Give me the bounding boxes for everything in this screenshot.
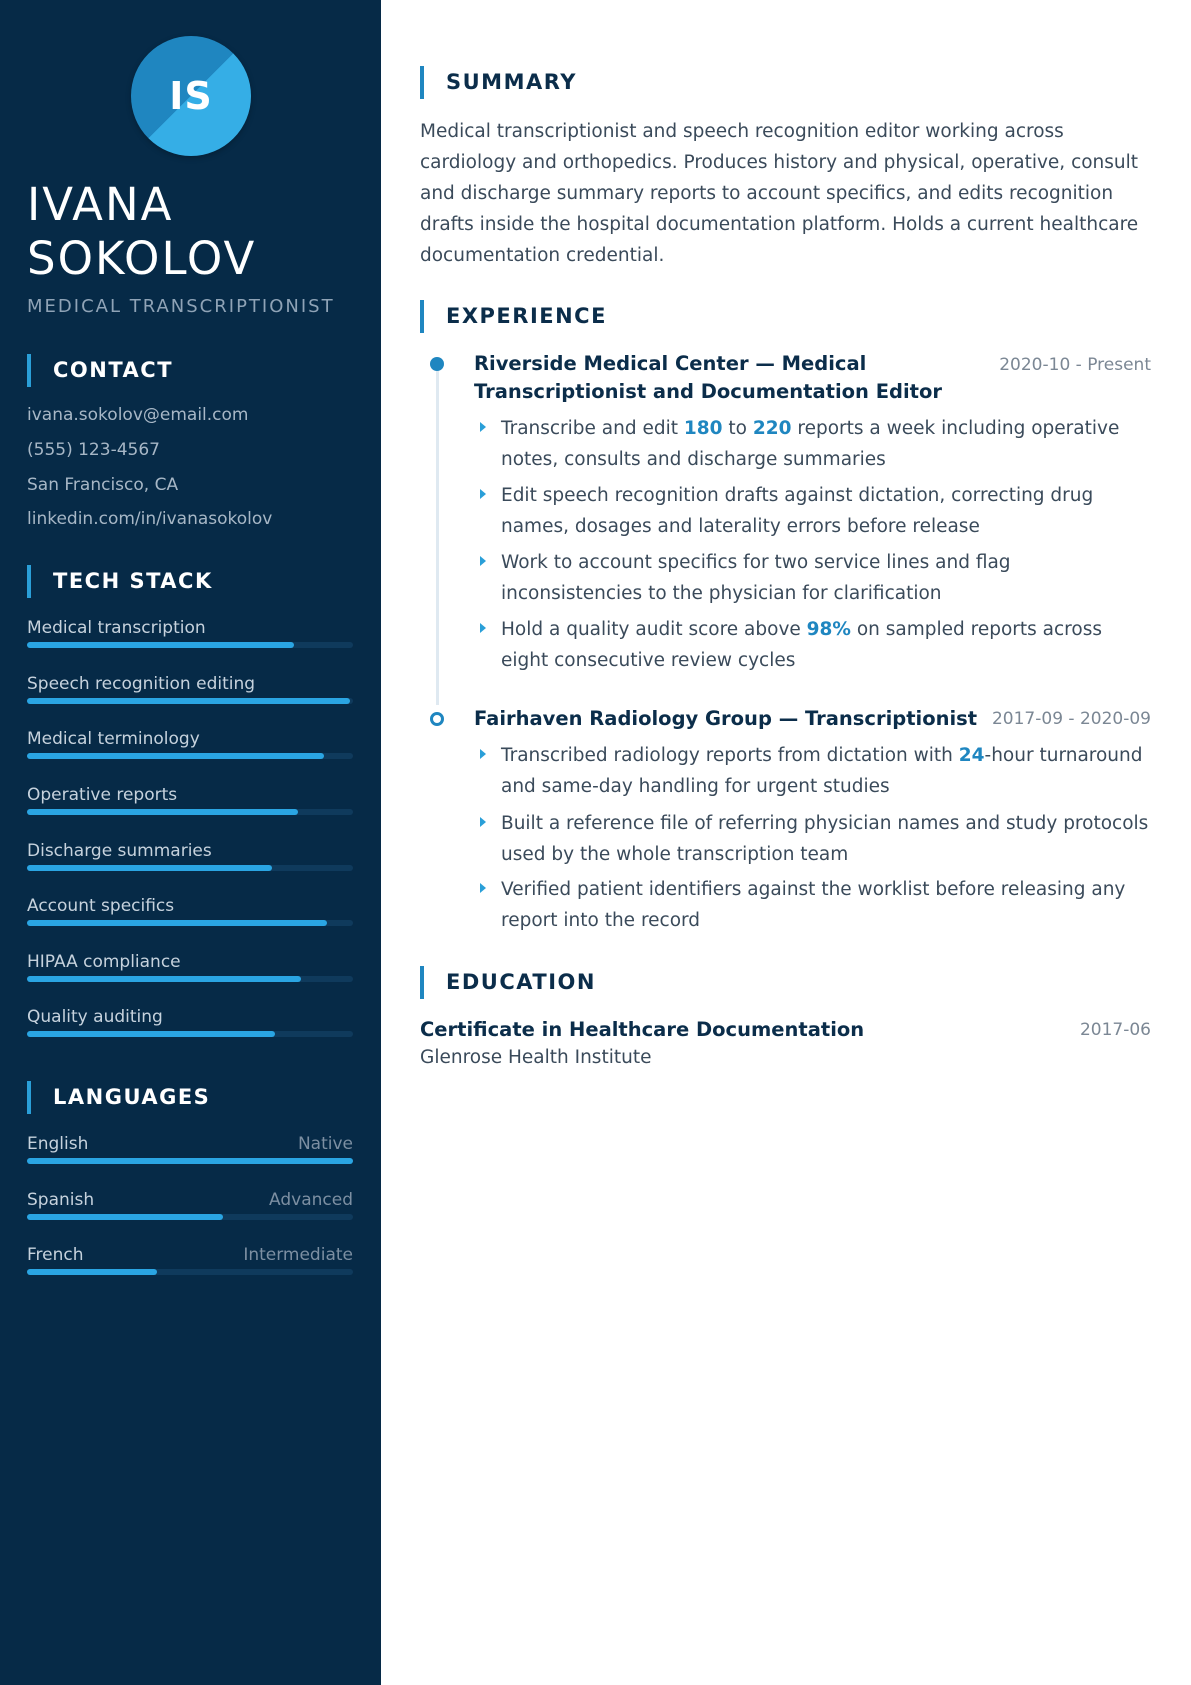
language-proficiency: Intermediate <box>243 1245 353 1265</box>
name-last: SOKOLOV <box>27 232 257 285</box>
candidate-name <box>27 178 367 286</box>
bullet-text-part: Work to account specifics for two service lines and flag inconsistencies to the physician for clarification <box>501 552 1011 604</box>
bullet-text <box>501 480 1150 542</box>
bullet-text-part: reports a week including operative notes, consults and discharge summaries <box>501 418 1120 470</box>
candidate-role: MEDICAL TRANSCRIPTIONIST <box>27 296 335 317</box>
language-bar-fill <box>27 1214 223 1220</box>
bullet-text-part: Transcribed radiology reports from dictation with <box>501 745 959 766</box>
contact-phone[interactable]: (555) 123-4567 <box>27 440 160 460</box>
languages-heading: LANGUAGES <box>27 1081 357 1114</box>
bullet-text-part: to <box>722 418 753 439</box>
skill-label: Medical transcription <box>27 618 206 638</box>
skill-bar-track <box>27 920 353 926</box>
bullet-arrow-icon <box>480 883 486 893</box>
job-bullet <box>480 413 1150 475</box>
bullet-text <box>501 874 1150 936</box>
skill-label: Account specifics <box>27 896 175 916</box>
highlight-metric: 180 <box>683 418 723 439</box>
skill-label: Speech recognition editing <box>27 674 256 694</box>
bullet-arrow-icon <box>480 623 486 633</box>
skill-item <box>27 840 353 862</box>
language-bar-fill <box>27 1158 353 1164</box>
skill-item <box>27 784 353 806</box>
education-degree: Certificate in Healthcare Documentation <box>420 1018 865 1041</box>
contact-linkedin[interactable]: linkedin.com/in/ivanasokolov <box>27 509 273 529</box>
education-school: Glenrose Health Institute <box>420 1047 652 1068</box>
job-bullet <box>480 547 1150 609</box>
skill-bar-track <box>27 865 353 871</box>
skill-label: Quality auditing <box>27 1007 163 1027</box>
skill-bar-track <box>27 753 353 759</box>
skill-bar-fill <box>27 976 301 982</box>
skill-label: Medical terminology <box>27 729 200 749</box>
skill-bar-fill <box>27 809 298 815</box>
bullet-text-part: Transcribe and edit <box>501 418 684 439</box>
skill-bar-track <box>27 1031 353 1037</box>
job-title-line: Riverside Medical Center — Medical <box>474 352 867 375</box>
education-date: 2017-06 <box>1079 1020 1151 1040</box>
avatar <box>131 36 251 156</box>
skill-bar-track <box>27 698 353 704</box>
skill-item <box>27 895 353 917</box>
bullet-text-part: -hour turnaround and same-day handling for urgent studies <box>501 745 1143 797</box>
avatar-initials: IS <box>169 74 213 118</box>
highlight-metric: 220 <box>752 418 792 439</box>
language-bar-track <box>27 1158 353 1164</box>
summary-text: Medical transcriptionist and speech recognition editor working across cardiology and orthopedics. Produces history and physical, operative, consult and discharge summary reports to account specifics, and edits recognition drafts inside the hospital documentation platform. Holds a current healthcare documentation credential. <box>420 121 1139 266</box>
skill-bar-track <box>27 976 353 982</box>
skill-bar-fill <box>27 753 324 759</box>
contact-location: San Francisco, CA <box>27 475 179 495</box>
summary-heading: SUMMARY <box>420 66 1120 99</box>
bullet-arrow-icon <box>480 749 486 759</box>
job-bullet <box>480 740 1150 802</box>
bullet-text-part: Built a reference file of referring physician names and study protocols used by the whole transcription team <box>501 813 1149 865</box>
language-item <box>27 1244 353 1266</box>
skill-bar-fill <box>27 642 294 648</box>
bullet-text-part: on sampled reports across eight consecutive review cycles <box>501 619 1102 671</box>
education-heading: EDUCATION <box>420 966 1120 999</box>
job-bullet <box>480 480 1150 542</box>
bullet-arrow-icon <box>480 817 486 827</box>
bullet-text-part: Edit speech recognition drafts against dictation, correcting drug names, dosages and laterality errors before release <box>501 485 1094 537</box>
bullet-text-part: Verified patient identifiers against the worklist before releasing any report into the record <box>501 879 1126 931</box>
skill-label: HIPAA compliance <box>27 952 181 972</box>
skill-bar-track <box>27 809 353 815</box>
language-proficiency: Native <box>297 1134 353 1154</box>
skill-item <box>27 1006 353 1028</box>
job-date: 2020-10 - Present <box>999 355 1151 375</box>
timeline-dot-past <box>430 712 444 726</box>
sidebar <box>0 0 381 1685</box>
job-title <box>474 705 977 733</box>
language-bar-fill <box>27 1269 157 1275</box>
bullet-text-part: Hold a quality audit score above <box>501 619 807 640</box>
language-proficiency: Advanced <box>269 1190 353 1210</box>
job-title <box>474 350 942 406</box>
skill-label: Discharge summaries <box>27 841 212 861</box>
skill-item <box>27 673 353 695</box>
bullet-text <box>501 547 1150 609</box>
skill-bar-fill <box>27 1031 275 1037</box>
bullet-text <box>501 614 1150 676</box>
language-label: French <box>27 1245 84 1265</box>
skill-bar-fill <box>27 698 350 704</box>
language-bar-track <box>27 1214 353 1220</box>
bullet-text <box>501 808 1150 870</box>
job-bullet <box>480 874 1150 936</box>
language-label: English <box>27 1134 89 1154</box>
bullet-arrow-icon <box>480 489 486 499</box>
experience-heading: EXPERIENCE <box>420 300 1120 333</box>
language-bar-track <box>27 1269 353 1275</box>
language-item <box>27 1189 353 1211</box>
contact-heading: CONTACT <box>27 354 357 387</box>
name-first: IVANA <box>27 178 174 231</box>
skill-bar-fill <box>27 865 272 871</box>
skill-item <box>27 728 353 750</box>
bullet-text <box>501 413 1150 475</box>
skill-item <box>27 617 353 639</box>
bullet-arrow-icon <box>480 556 486 566</box>
tech-stack-heading: TECH STACK <box>27 565 357 598</box>
skill-bar-fill <box>27 920 327 926</box>
job-bullet <box>480 808 1150 870</box>
highlight-metric: 98% <box>806 619 851 640</box>
highlight-metric: 24 <box>958 745 985 766</box>
bullet-text <box>501 740 1150 802</box>
language-label: Spanish <box>27 1190 95 1210</box>
skill-item <box>27 951 353 973</box>
bullet-arrow-icon <box>480 422 486 432</box>
job-title-line: Transcriptionist and Documentation Editor <box>474 380 943 403</box>
job-date: 2017-09 - 2020-09 <box>991 709 1151 729</box>
skill-bar-track <box>27 642 353 648</box>
timeline-line <box>436 370 439 705</box>
timeline-dot-current <box>430 357 444 371</box>
language-item <box>27 1133 353 1155</box>
job-bullet <box>480 614 1150 676</box>
contact-email[interactable]: ivana.sokolov@email.com <box>27 405 249 425</box>
job-title-line: Fairhaven Radiology Group — Transcriptionist <box>474 707 978 730</box>
skill-label: Operative reports <box>27 785 178 805</box>
